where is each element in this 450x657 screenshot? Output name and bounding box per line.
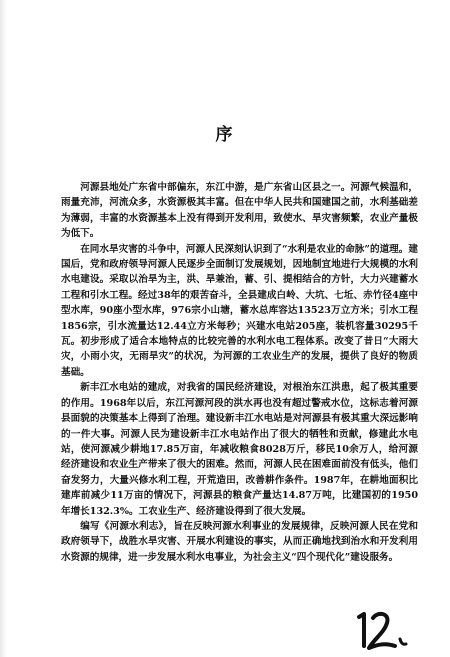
page-title: 序 <box>215 125 235 145</box>
paragraph-1: 河源县地处广东省中部偏东，东江中游，是广东省山区县之一。河源气候温和，雨量充沛，河流众多，水资源极其丰富。但在中华人民共和国建国之前，水利基础差为薄弱，丰富的水资源基本上没有得到开发利用，致使水、旱灾害频繁，农业产量极为低下。 <box>61 182 418 240</box>
scan-edge-shadow <box>0 0 7 657</box>
paragraph-4: 编写《河源水利志》，旨在反映河源水利事业的发展规律，反映河源人民在党和政府领导下，战胜水旱灾害、开展水利建设的事实，从而正确地找到治水和开发利用水资源的规律，进一步发展水利水电事业，为社会主义“四个现代化”建设服务。 <box>61 520 418 563</box>
paragraph-2: 在同水旱灾害的斗争中，河源人民深刻认识到了“水利是农业的命脉”的道理。建国后，党和政府领导河源人民逐步全面制订发展规划，因地制宜地进行大规模的水利水电建设。采取以治旱为主，洪、旱兼治，蓄、引、提相结合的方针，大力兴建蓄水工程和引水工程。经过38年的艰苦奋斗，全县建成白岭、大坑、七坵、赤竹径4座中型水库，90座小型水库，976宗小山塘，蓄水总库容达13523万立方米；引水工程1856宗，引水流量达12.44立方米每秒；兴建水电站205座，装机容量30295千瓦。初步形成了适合本地特点的比较完善的水利水电工程体系。改变了昔日“大雨大灾，小雨小灾，无雨旱灾”的状况，为河源的工农业生产的发展，提供了良好的物质基础。 <box>61 243 418 378</box>
paragraph-3: 新丰江水电站的建成，对我省的国民经济建设，对根治东江洪患，起了极其重要的作用。1968年以后，东江河源河段的洪水再也没有超过警戒水位，这标志着河源县面貌的决策基本上得到了治理。建设新丰江水电站是对河源县有极其重大深远影响的一件大事。河源人民为建设新丰江水电站作出了很大的牺牲和贡献，修建此水电站，使河源减少耕地17.85万亩，年减收粮食8028万斤，移民10余万人，给河源经济建设和农业生产带来了很大的困难。然而，河源人民在困难面前没有低头，他们奋发努力，大量兴修水利工程，开荒造田，改善耕作条件。1987年，在耕地面积比建库前减少11万亩的情况下，河源县的粮食产量达14.87万吨，比建国初的1950年增长132.3%。工农业生产、经济建设得到了很大发展。 <box>61 382 418 517</box>
handwritten-page-number <box>352 606 416 654</box>
preface-body <box>61 180 418 565</box>
